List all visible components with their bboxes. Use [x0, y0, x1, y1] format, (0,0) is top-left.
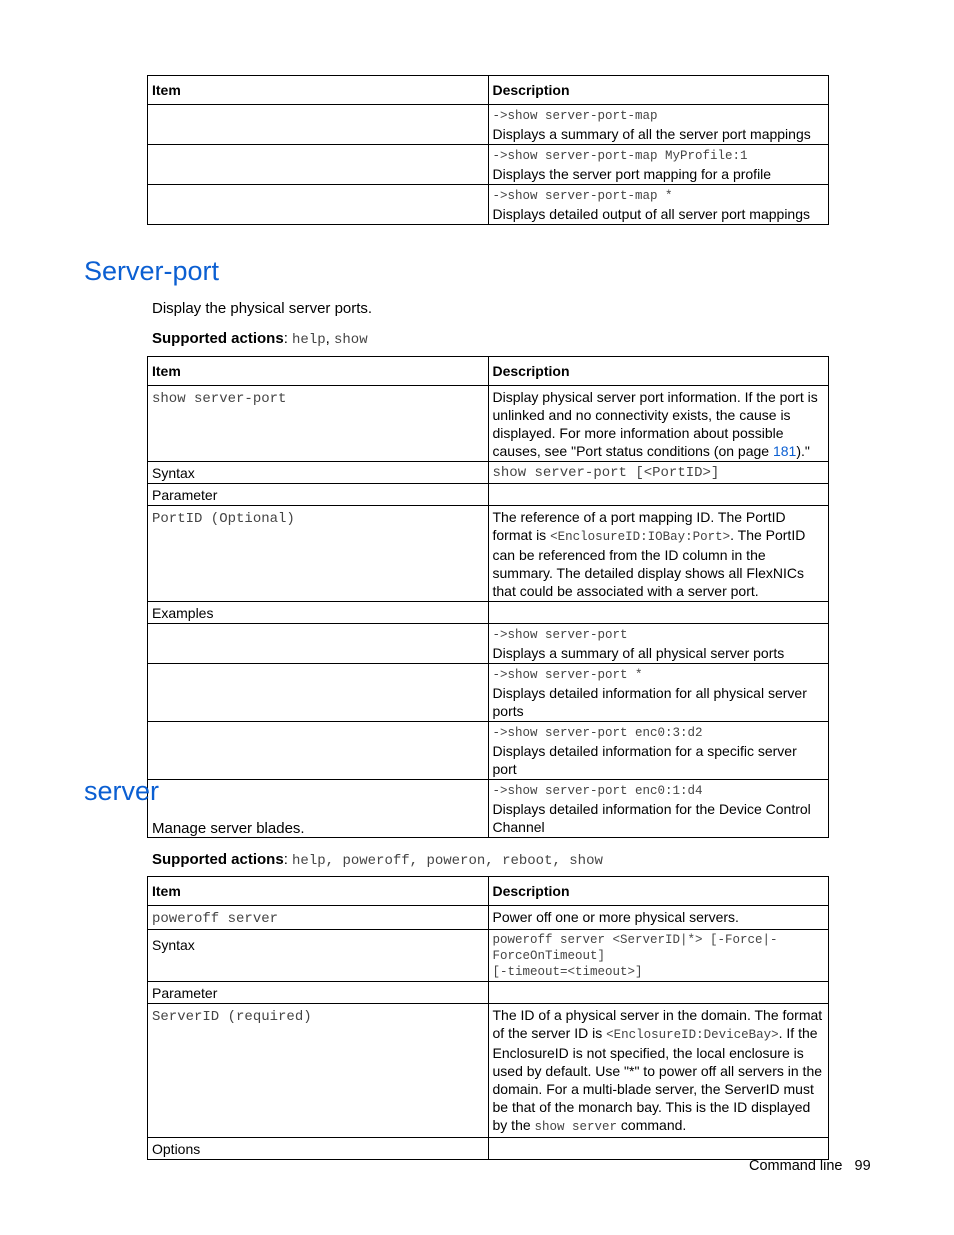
- table-row: [148, 484, 829, 506]
- action-help: help: [292, 332, 326, 348]
- table-header-row: [148, 357, 829, 386]
- example-command: ->show server-port-map *: [492, 189, 673, 203]
- table-row: [148, 105, 829, 145]
- syntax-value: show server-port [<PortID>]: [488, 462, 829, 484]
- table-row: [148, 185, 829, 225]
- options-label: Options: [148, 1138, 489, 1160]
- parameter-label: Parameter: [148, 982, 489, 1004]
- table-row: [148, 722, 829, 780]
- table-row: [148, 906, 829, 930]
- page-link[interactable]: 181: [772, 443, 797, 459]
- actions-list: help, poweroff, poweron, reboot, show: [292, 853, 603, 869]
- examples-label: Examples: [148, 602, 489, 624]
- parameter-description: The ID of a physical server in the domain. The format of the server ID is <EnclosureID:DeviceBay>. If the EnclosureID is not specified, the local enclosure is used by default. Use "*" to power off all servers in the domain. For a multi-blade server, the ServerID must be that of the monarch bay. This is the ID displayed by the show server command.: [488, 1004, 829, 1138]
- supported-actions-label: Supported actions: [152, 851, 284, 868]
- section-intro: Display the physical server ports.: [152, 300, 373, 317]
- table-row: [148, 462, 829, 484]
- supported-actions: Supported actions: help, poweroff, poweron, reboot, show: [152, 851, 603, 869]
- example-command: ->show server-port-map MyProfile:1: [492, 149, 748, 163]
- column-header-item: Item: [148, 76, 489, 105]
- parameter-label: Parameter: [148, 484, 489, 506]
- example-description: Displays detailed output of all server port mappings: [492, 206, 811, 222]
- example-description: Displays a summary of all physical server ports: [492, 645, 785, 661]
- example-description: Displays the server port mapping for a profile: [492, 166, 772, 182]
- example-description: Displays detailed information for all physical server ports: [492, 685, 807, 719]
- command-name: show server-port: [148, 386, 489, 462]
- table-row: [148, 602, 829, 624]
- column-header-item: Item: [148, 877, 489, 906]
- example-description: Displays a summary of all the server port mappings: [492, 126, 811, 142]
- page-number: 99: [854, 1158, 871, 1174]
- example-command: ->show server-port enc0:1:d4: [492, 784, 703, 798]
- syntax-label: Syntax: [148, 462, 489, 484]
- server-port-table: [147, 356, 829, 838]
- table-row: [148, 982, 829, 1004]
- table-row: [148, 386, 829, 462]
- example-command: ->show server-port *: [492, 668, 643, 682]
- column-header-item: Item: [148, 357, 489, 386]
- supported-actions-label: Supported actions: [152, 330, 284, 347]
- supported-actions: Supported actions: help, show: [152, 330, 368, 348]
- server-table: [147, 876, 829, 1160]
- syntax-label: Syntax: [148, 930, 489, 982]
- parameter-description: The reference of a port mapping ID. The PortID format is <EnclosureID:IOBay:Port>. The PortID can be referenced from the ID column in the summary. The detailed display shows all FlexNICs that could be associated with a server port.: [488, 506, 829, 602]
- command-name: poweroff server: [148, 906, 489, 930]
- table-header-row: [148, 877, 829, 906]
- table-header-row: [148, 76, 829, 105]
- table-row: [148, 930, 829, 982]
- table-row: [148, 664, 829, 722]
- parameter-name: ServerID (required): [148, 1004, 489, 1138]
- table-row: [148, 1004, 829, 1138]
- section-intro: Manage server blades.: [152, 820, 305, 837]
- example-description: Displays detailed information for the Device Control Channel: [492, 801, 811, 835]
- page-footer: [749, 1158, 871, 1174]
- command-description: Power off one or more physical servers.: [488, 906, 829, 930]
- example-command: ->show server-port: [492, 628, 628, 642]
- table-row: [148, 1138, 829, 1160]
- footer-section: Command line: [749, 1158, 843, 1174]
- table-row: [148, 506, 829, 602]
- parameter-name: PortID (Optional): [148, 506, 489, 602]
- example-command: ->show server-port enc0:3:d2: [492, 726, 703, 740]
- section-heading-server-port: Server-port: [84, 256, 220, 286]
- example-command: ->show server-port-map: [492, 109, 658, 123]
- example-description: Displays detailed information for a specific server port: [492, 743, 797, 777]
- section-heading-server: server: [84, 776, 160, 806]
- syntax-value: poweroff server <ServerID|*> [-Force|-ForceOnTimeout] [-timeout=<timeout>]: [488, 930, 829, 982]
- column-header-description: Description: [488, 357, 829, 386]
- server-port-map-examples-table: [147, 75, 829, 225]
- command-description: Display physical server port information. If the port is unlinked and no connectivity exists, the cause is displayed. For more information about possible causes, see "Port status conditions (on page 181).": [488, 386, 829, 462]
- action-show: show: [333, 332, 368, 348]
- table-row: [148, 624, 829, 664]
- column-header-description: Description: [488, 76, 829, 105]
- column-header-description: Description: [488, 877, 829, 906]
- table-row: [148, 145, 829, 185]
